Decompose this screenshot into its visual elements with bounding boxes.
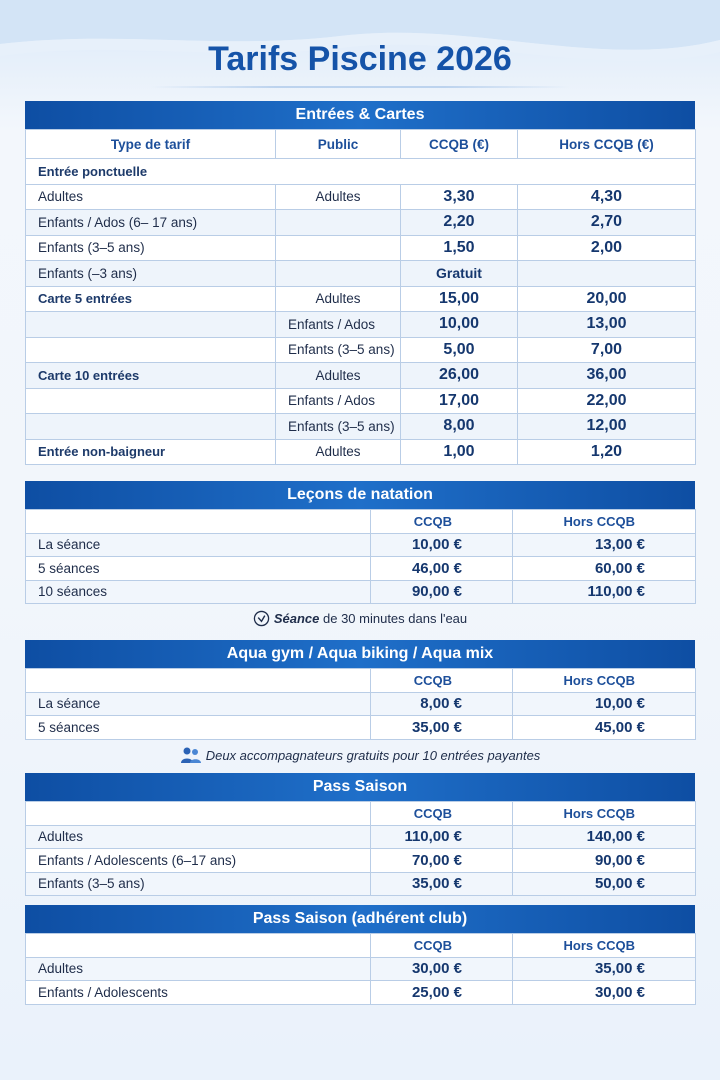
row-type: Adultes [26,184,276,210]
table-row [26,439,696,465]
row-label: La séance [26,533,371,557]
table-row [26,716,696,740]
table-row [26,533,696,557]
column-header-ccqb: CCQB [371,934,513,958]
table-row [26,692,696,716]
row-hors-ccqb-price: 30,00 € [513,981,696,1005]
row-ccqb-price: 70,00 € [371,849,513,873]
row-hors-ccqb-price: 10,00 € [513,692,696,716]
row-ccqb-price: 2,20 [401,210,518,236]
row-type [26,312,276,338]
row-hors-ccqb-price: 140,00 € [513,825,696,849]
pass-section [25,773,695,896]
row-ccqb-price: 10,00 € [371,533,513,557]
row-hors-ccqb-price: 2,00 [518,235,696,261]
check-circle-icon [253,610,270,627]
note-text: de 30 minutes dans l'eau [319,611,468,626]
table-row [26,337,696,363]
table-row [26,235,696,261]
row-hors-ccqb-price: 45,00 € [513,716,696,740]
row-hors-ccqb-price: 12,00 [518,414,696,440]
pass-club-heading: Pass Saison (adhérent club) [25,905,695,933]
page-title: Tarifs Piscine 2026 [208,40,512,78]
row-ccqb-price: 46,00 € [371,557,513,581]
row-public: Enfants / Ados [276,312,401,338]
column-header-ccqb: CCQB [371,510,513,534]
column-header-hors-ccqb: Hors CCQB (€) [518,130,696,159]
table-row [26,363,696,389]
row-hors-ccqb-price: 13,00 € [513,533,696,557]
column-header-ccqb: CCQB [371,802,513,826]
column-header-label [26,934,371,958]
pass-table [25,801,696,896]
row-ccqb-price: 35,00 € [371,716,513,740]
entrees-heading: Entrées & Cartes [25,101,695,129]
row-ccqb-price: 110,00 € [371,825,513,849]
row-type [26,414,276,440]
row-type [26,337,276,363]
row-ccqb-price: 1,00 [401,439,518,465]
row-ccqb-price: 10,00 [401,312,518,338]
row-type: Carte 5 entrées [26,286,276,312]
row-type: Enfants / Ados (6– 17 ans) [26,210,276,236]
column-header-type: Type de tarif [26,130,276,159]
table-row [26,414,696,440]
table-row [26,557,696,581]
column-header-hors-ccqb: Hors CCQB [513,934,696,958]
row-ccqb-price: Gratuit [401,261,518,287]
column-header-label [26,510,371,534]
table-row [26,184,696,210]
table-row [26,312,696,338]
people-icon [180,746,202,764]
row-hors-ccqb-price: 20,00 [518,286,696,312]
row-label: 5 séances [26,557,371,581]
row-hors-ccqb-price: 4,30 [518,184,696,210]
row-ccqb-price: 8,00 € [371,692,513,716]
row-type: Carte 10 entrées [26,363,276,389]
column-header-hors-ccqb: Hors CCQB [513,802,696,826]
row-hors-ccqb-price: 35,00 € [513,957,696,981]
row-ccqb-price: 90,00 € [371,580,513,604]
row-type: Entrée non-baigneur [26,439,276,465]
row-label: Adultes [26,825,371,849]
entrees-section [25,101,695,465]
column-header-label [26,802,371,826]
lecons-section [25,481,695,604]
aqua-heading: Aqua gym / Aqua biking / Aqua mix [25,640,695,668]
note-bold-text: Séance [273,611,320,626]
row-type: Enfants (–3 ans) [26,261,276,287]
lecons-note [0,610,720,627]
table-header-row [26,802,696,826]
entrees-table [25,129,696,465]
row-label: La séance [26,692,371,716]
row-hors-ccqb-price: 7,00 [518,337,696,363]
row-hors-ccqb-price: 22,00 [518,388,696,414]
row-public [276,210,401,236]
column-header-ccqb: CCQB [371,669,513,693]
row-ccqb-price: 15,00 [401,286,518,312]
row-hors-ccqb-price: 110,00 € [513,580,696,604]
table-row [26,210,696,236]
row-hors-ccqb-price: 1,20 [518,439,696,465]
row-hors-ccqb-price: 2,70 [518,210,696,236]
note-text: Deux accompagnateurs gratuits pour 10 entrées payantes [205,748,541,763]
row-type: Enfants (3–5 ans) [26,235,276,261]
table-row [26,261,696,287]
table-row [26,872,696,896]
row-ccqb-price: 3,30 [401,184,518,210]
table-row [26,981,696,1005]
row-label: Enfants / Adolescents [26,981,371,1005]
row-public: Enfants / Ados [276,388,401,414]
table-row [26,957,696,981]
row-label: 5 séances [26,716,371,740]
row-ccqb-price: 17,00 [401,388,518,414]
row-label: Enfants (3–5 ans) [26,872,371,896]
column-header-hors-ccqb: Hors CCQB [513,510,696,534]
row-hors-ccqb-price: 36,00 [518,363,696,389]
table-header-row [26,669,696,693]
row-hors-ccqb-price: 60,00 € [513,557,696,581]
row-public: Adultes [276,363,401,389]
row-label: Adultes [26,957,371,981]
row-ccqb-price: 1,50 [401,235,518,261]
aqua-section [25,640,695,740]
pass-heading: Pass Saison [25,773,695,801]
title-underline [150,86,570,88]
table-row [26,388,696,414]
row-hors-ccqb-price [518,261,696,287]
row-ccqb-price: 5,00 [401,337,518,363]
table-header-row [26,130,696,159]
row-public [276,261,401,287]
row-label: 10 séances [26,580,371,604]
row-hors-ccqb-price: 90,00 € [513,849,696,873]
row-public: Enfants (3–5 ans) [276,337,401,363]
lecons-heading: Leçons de natation [25,481,695,509]
row-public: Adultes [276,184,401,210]
table-row [26,286,696,312]
row-public: Adultes [276,286,401,312]
row-type [26,388,276,414]
row-ccqb-price: 26,00 [401,363,518,389]
table-row [26,849,696,873]
row-ccqb-price: 25,00 € [371,981,513,1005]
row-hors-ccqb-price: 13,00 [518,312,696,338]
table-row [26,825,696,849]
lecons-table [25,509,696,604]
row-ccqb-price: 8,00 [401,414,518,440]
row-public: Enfants (3–5 ans) [276,414,401,440]
column-header-label [26,669,371,693]
column-header-ccqb: CCQB (€) [401,130,518,159]
row-public: Adultes [276,439,401,465]
group-label: Entrée ponctuelle [26,159,696,185]
group-row-entree-ponctuelle [26,159,696,185]
aqua-note [0,746,720,764]
row-public [276,235,401,261]
pass-club-table [25,933,696,1005]
row-label: Enfants / Adolescents (6–17 ans) [26,849,371,873]
column-header-public: Public [276,130,401,159]
table-header-row [26,510,696,534]
aqua-table [25,668,696,740]
row-ccqb-price: 35,00 € [371,872,513,896]
column-header-hors-ccqb: Hors CCQB [513,669,696,693]
table-row [26,580,696,604]
pass-club-section [25,905,695,1005]
row-ccqb-price: 30,00 € [371,957,513,981]
row-hors-ccqb-price: 50,00 € [513,872,696,896]
table-header-row [26,934,696,958]
